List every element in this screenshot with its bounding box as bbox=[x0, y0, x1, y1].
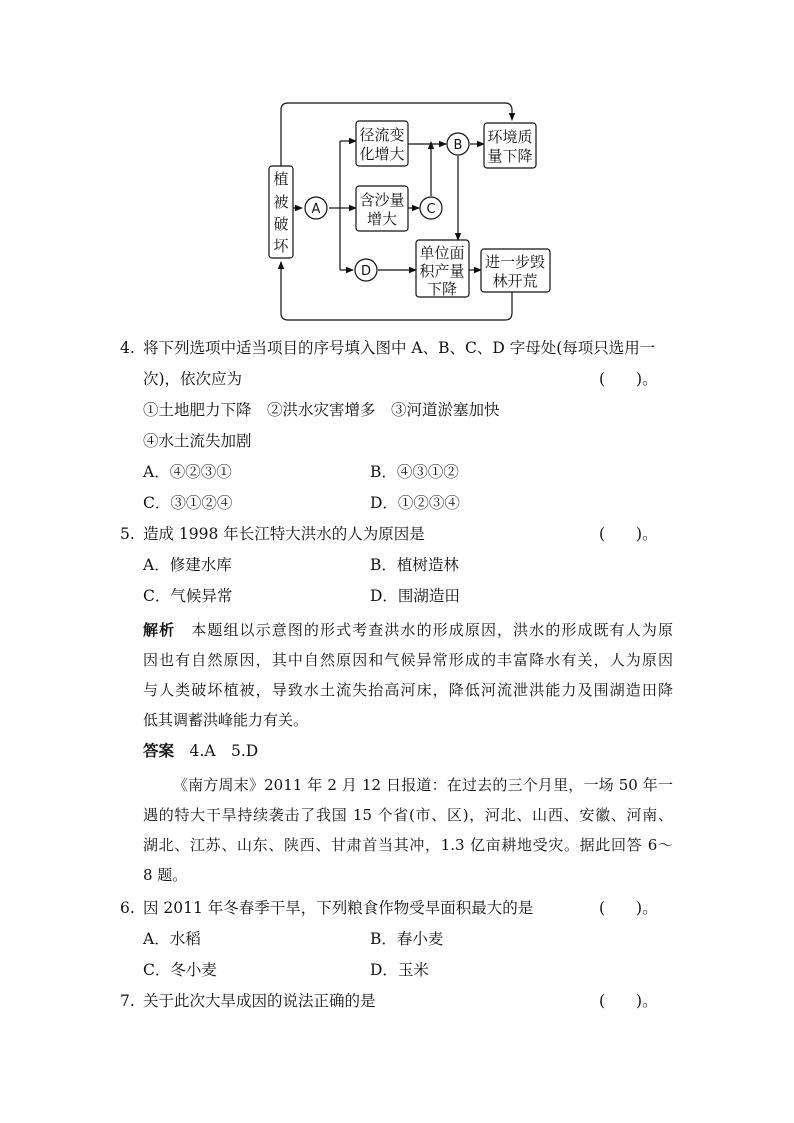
q6-option-c: C．冬小麦 bbox=[143, 961, 217, 979]
circle-b-label: B bbox=[453, 138, 463, 153]
q5-number: 5. bbox=[120, 525, 135, 543]
q6-option-b: B．春小麦 bbox=[370, 930, 444, 948]
veg-char-2: 被 bbox=[273, 193, 289, 211]
q4-option-a: A．④②③① bbox=[143, 463, 232, 481]
veg-char-3: 破 bbox=[273, 215, 289, 233]
q4-items-line-1: ①土地肥力下降 ②洪水灾害增多 ③河道淤塞加快 bbox=[143, 401, 500, 419]
env-line-2: 量下降 bbox=[487, 147, 533, 165]
q6-answer-paren: ( )。 bbox=[599, 899, 658, 917]
q5-answer-paren: ( )。 bbox=[599, 525, 658, 543]
q7-number: 7. bbox=[120, 992, 135, 1010]
q4-option-c: C．③①②④ bbox=[143, 494, 233, 512]
sediment-line-2: 增大 bbox=[366, 210, 398, 228]
circle-c-label: C bbox=[426, 202, 436, 217]
q4-option-b: B．④③①② bbox=[370, 463, 459, 481]
yield-line-1: 单位面 bbox=[419, 244, 465, 262]
analysis-line-1: 解析 本题组以示意图的形式考查洪水的形成原因，洪水的形成既有人为原 bbox=[143, 621, 673, 639]
q6-option-d: D．玉米 bbox=[370, 961, 429, 979]
q4-stem-line-2: 次)，依次应为 bbox=[143, 370, 243, 388]
veg-char-4: 坏 bbox=[273, 237, 289, 255]
q4-number: 4. bbox=[120, 339, 135, 357]
analysis-line-3: 与人类破坏植被，导致水土流失抬高河床，降低河流泄洪能力及围湖造田降 bbox=[143, 681, 673, 699]
analysis-line-4: 低其调蓄洪峰能力有关。 bbox=[143, 711, 309, 729]
q4-stem-line-1: 将下列选项中适当项目的序号填入图中 A、B、C、D 字母处(每项只选用一 bbox=[143, 339, 656, 357]
q6-option-a: A．水稻 bbox=[143, 930, 201, 948]
sediment-line-1: 含沙量 bbox=[359, 191, 405, 209]
q5-option-c: C．气候异常 bbox=[143, 587, 233, 605]
q7-stem: 关于此次大旱成因的说法正确的是 bbox=[143, 992, 376, 1010]
q6-number: 6. bbox=[120, 899, 135, 917]
further-line-1: 进一步毁 bbox=[484, 253, 546, 271]
q4-items-line-2: ④水土流失加剧 bbox=[143, 432, 252, 450]
passage-line-3: 湖北、江苏、山东、陕西、甘肃首当其冲，1.3 亿亩耕地受灾。据此回答 6～ bbox=[143, 836, 673, 854]
q5-option-d: D．围湖造田 bbox=[370, 587, 460, 605]
q5-option-b: B．植树造林 bbox=[370, 556, 459, 574]
runoff-line-1: 径流变 bbox=[359, 126, 405, 144]
arrow-further-to-veg bbox=[281, 262, 512, 320]
answer-text: 4.A 5.D bbox=[189, 742, 259, 760]
flow-diagram bbox=[0, 0, 794, 330]
passage-line-4: 8 题。 bbox=[143, 866, 188, 884]
q4-option-d: D．①②③④ bbox=[370, 494, 460, 512]
analysis-label: 解析 bbox=[143, 621, 176, 639]
analysis-line-2: 因也有自然原因，其中自然原因和气候异常形成的丰富降水有关，人为原因 bbox=[143, 651, 673, 669]
q6-stem: 因 2011 年冬春季干旱，下列粮食作物受旱面积最大的是 bbox=[143, 899, 534, 917]
veg-char-1: 植 bbox=[273, 170, 289, 188]
q7-answer-paren: ( )。 bbox=[599, 992, 658, 1010]
yield-line-3: 下降 bbox=[426, 280, 458, 298]
passage-line-1: 《南方周末》2011 年 2 月 12 日报道：在过去的三个月里，一场 50 年一 bbox=[173, 776, 673, 794]
circle-a-label: A bbox=[311, 202, 321, 217]
further-line-2: 林开荒 bbox=[492, 272, 538, 290]
q4-answer-paren: ( )。 bbox=[599, 370, 658, 388]
env-line-1: 环境质 bbox=[487, 128, 533, 146]
runoff-line-2: 化增大 bbox=[359, 145, 405, 163]
q5-option-a: A．修建水库 bbox=[143, 556, 232, 574]
q5-stem: 造成 1998 年长江特大洪水的人为原因是 bbox=[143, 525, 425, 543]
yield-line-2: 积产量 bbox=[419, 262, 465, 280]
circle-d-label: D bbox=[360, 264, 372, 279]
answer-line bbox=[143, 740, 258, 762]
answer-label: 答案 bbox=[143, 741, 175, 760]
passage-line-2: 遇的特大干旱持续袭击了我国 15 个省(市、区)，河北、山西、安徽、河南、 bbox=[143, 806, 673, 824]
